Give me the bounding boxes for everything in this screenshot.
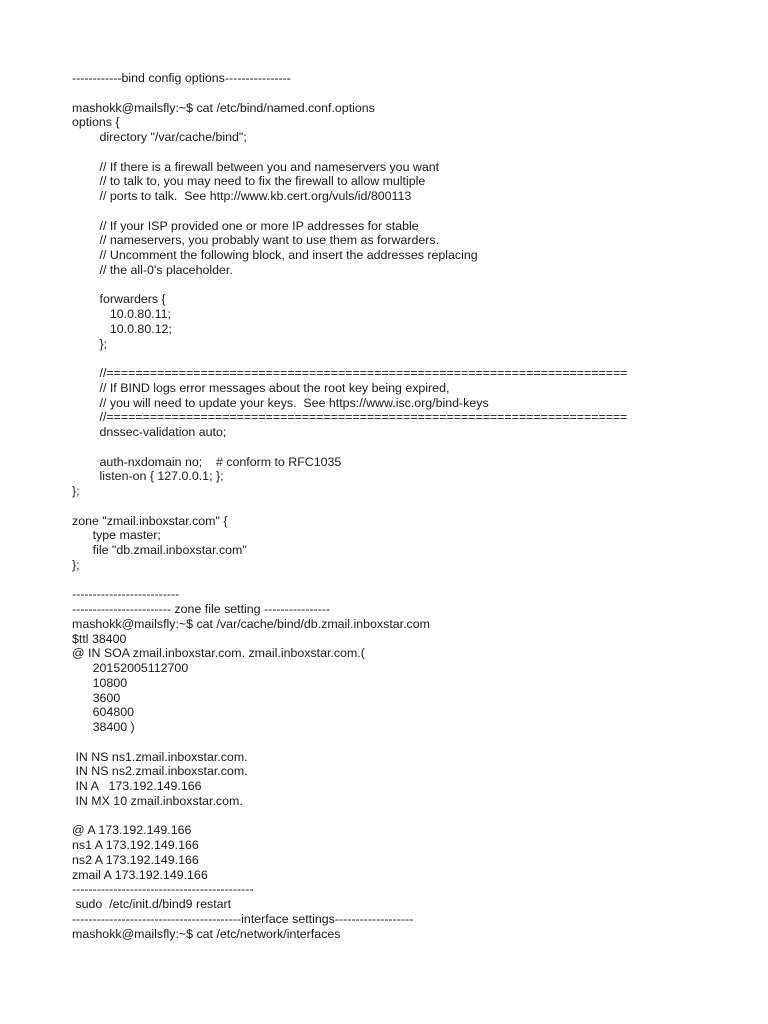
document-line — [72, 809, 752, 824]
document-line: listen-on { 127.0.0.1; }; — [72, 469, 224, 484]
document-line: IN NS ns1.zmail.inboxstar.com. — [72, 749, 248, 764]
document-line: ns2 A 173.192.149.166 — [72, 852, 199, 867]
document-line: // nameservers, you probably want to use them as forwarders. — [72, 233, 440, 248]
document-line: // to talk to, you may need to fix the firewall to allow multiple — [72, 174, 426, 189]
document-line — [72, 204, 752, 219]
document-line: ------------bind config options---------------- — [72, 71, 291, 85]
document-line: ns1 A 173.192.149.166 — [72, 838, 199, 852]
document-line: 10.0.80.12; — [72, 321, 172, 336]
document-line: // Uncomment the following block, and insert the addresses replacing — [72, 248, 478, 262]
document-line: 20152005112700 — [72, 661, 189, 675]
document-line: @ A 173.192.149.166 — [72, 823, 192, 838]
document-line: mashokk@mailsfly:~$ cat /etc/bind/named.conf.options — [72, 100, 375, 115]
document-line: directory "/var/cache/bind"; — [72, 130, 247, 144]
document-line: mashokk@mailsfly:~$ cat /var/cache/bind/db.zmail.inboxstar.com — [72, 616, 430, 631]
document-line: sudo /etc/init.d/bind9 restart — [72, 897, 232, 911]
document-line: }; — [72, 557, 80, 572]
document-line: // ports to talk. See http://www.kb.cert.org/vuls/id/800113 — [72, 189, 412, 203]
document-line: auth-nxdomain no; # conform to RFC1035 — [72, 454, 342, 469]
document-line: 10.0.80.11; — [72, 307, 171, 321]
document-line: 3600 — [72, 690, 121, 705]
document-line: zone "zmail.inboxstar.com" { — [72, 513, 228, 528]
document-line: -------------------------------------------- — [72, 882, 254, 897]
document-line: }; — [72, 336, 108, 351]
document-line: $ttl 38400 — [72, 631, 127, 646]
document-line: dnssec-validation auto; — [72, 425, 227, 439]
document-line: // If BIND logs error messages about the root key being expired, — [72, 380, 450, 395]
document-line: type master; — [72, 528, 161, 543]
document-line — [72, 278, 752, 293]
document-line: //======================================================================== — [72, 410, 628, 425]
document-line: ------------------------ zone file setting ---------------- — [72, 602, 331, 616]
document-line: }; — [72, 484, 80, 498]
document-line: 10800 — [72, 675, 128, 690]
document-line: //======================================================================== — [72, 366, 628, 380]
document-line: IN A 173.192.149.166 — [72, 779, 202, 793]
document-line: -------------------------- — [72, 587, 180, 602]
document-line: 38400 ) — [72, 720, 135, 734]
document-line: // you will need to update your keys. See https://www.isc.org/bind-keys — [72, 395, 489, 410]
document-line: // If there is a firewall between you and nameservers you want — [72, 159, 440, 174]
document-line: // If your ISP provided one or more IP addresses for stable — [72, 218, 419, 233]
document-line — [72, 145, 752, 160]
document-line — [72, 351, 752, 366]
document-text — [72, 71, 752, 941]
document-line: forwarders { — [72, 292, 166, 307]
document-line: zmail A 173.192.149.166 — [72, 867, 208, 882]
document-line: file "db.zmail.inboxstar.com" — [72, 543, 247, 557]
document-line: -----------------------------------------interface settings------------------- — [72, 911, 414, 926]
document-line — [72, 573, 752, 588]
document-line — [72, 440, 752, 455]
document-line — [72, 86, 752, 101]
document-line: mashokk@mailsfly:~$ cat /etc/network/interfaces — [72, 926, 341, 941]
document-line — [72, 499, 752, 514]
document-line — [72, 735, 752, 750]
document-line: options { — [72, 115, 120, 130]
document-line: @ IN SOA zmail.inboxstar.com. zmail.inboxstar.com.( — [72, 646, 365, 661]
document-line: 604800 — [72, 705, 135, 720]
document-line: // the all-0's placeholder. — [72, 262, 233, 277]
document-line: IN MX 10 zmail.inboxstar.com. — [72, 793, 243, 808]
document-line: IN NS ns2.zmail.inboxstar.com. — [72, 764, 248, 779]
